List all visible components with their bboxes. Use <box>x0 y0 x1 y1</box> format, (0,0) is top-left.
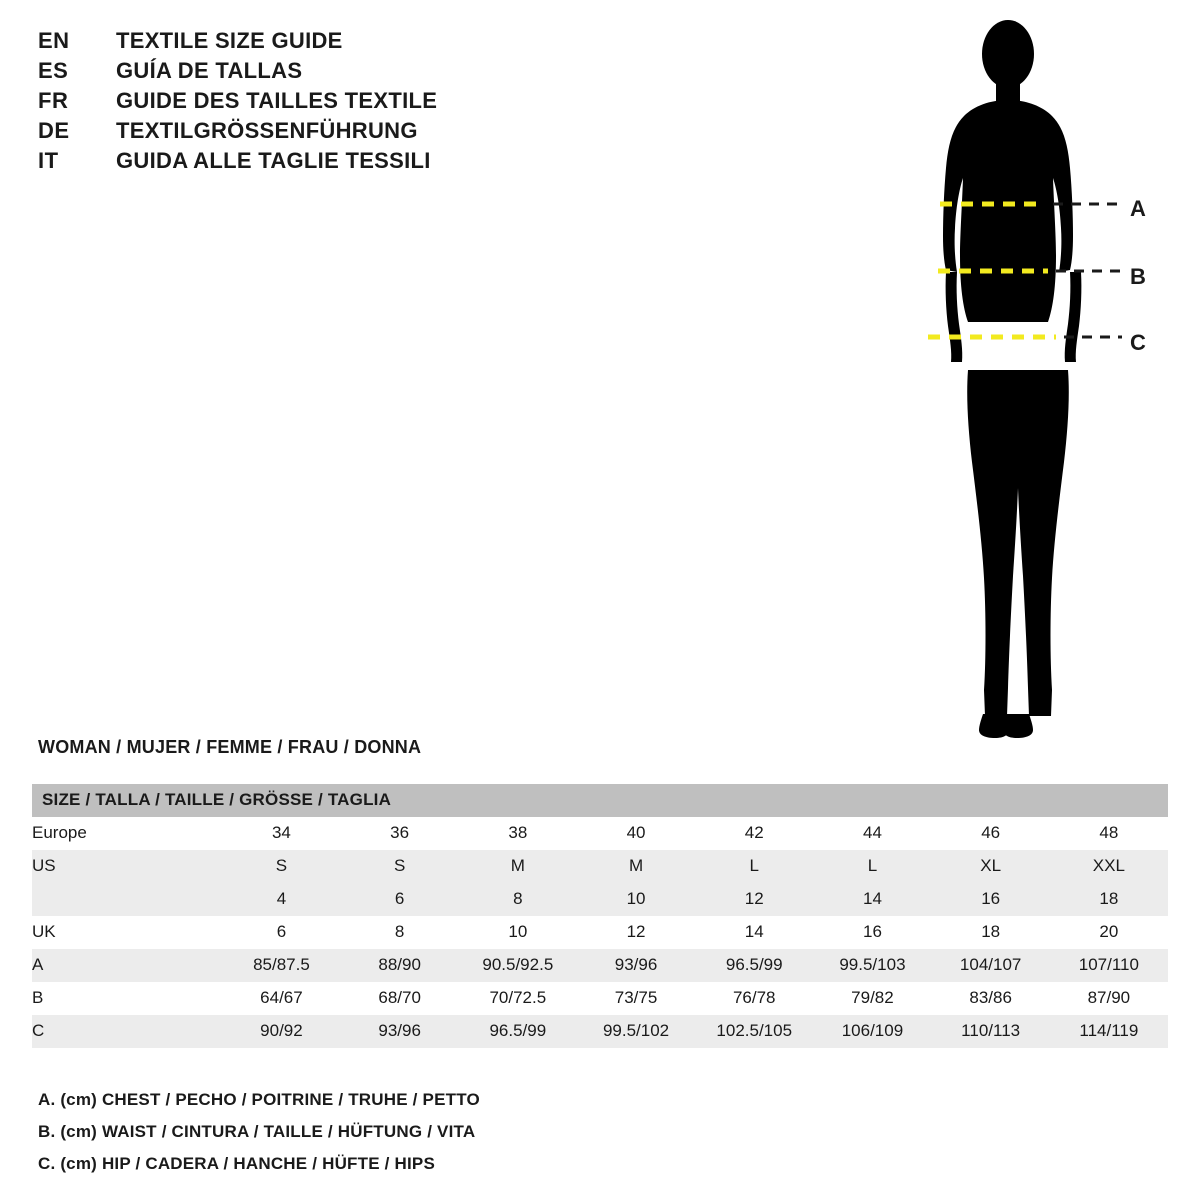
row-label: UK <box>32 916 222 949</box>
table-row <box>32 1015 1168 1048</box>
table-row <box>32 982 1168 1015</box>
cell: 90/92 <box>222 1015 340 1048</box>
row-label: B <box>32 982 222 1015</box>
measure-label-group <box>1118 14 1178 414</box>
title-row <box>38 88 437 114</box>
cell: 85/87.5 <box>222 949 340 982</box>
cell: 106/109 <box>813 1015 931 1048</box>
cell: 12 <box>695 883 813 916</box>
measure-label-a: A <box>1130 196 1146 221</box>
cell: 48 <box>1050 817 1168 850</box>
cell: 96.5/99 <box>695 949 813 982</box>
title-lang-code: FR <box>38 88 69 113</box>
cell: 102.5/105 <box>695 1015 813 1048</box>
title-lang-code: IT <box>38 148 59 173</box>
cell: 68/70 <box>341 982 459 1015</box>
cell: 107/110 <box>1050 949 1168 982</box>
cell: 8 <box>341 916 459 949</box>
cell: 104/107 <box>932 949 1050 982</box>
cell: 44 <box>813 817 931 850</box>
cell: 70/72.5 <box>459 982 577 1015</box>
cell: 73/75 <box>577 982 695 1015</box>
cell: 6 <box>222 916 340 949</box>
table-row <box>32 817 1168 850</box>
footnote-chest: A. (cm) CHEST / PECHO / POITRINE / TRUHE / PETTO <box>38 1090 480 1109</box>
cell: 10 <box>459 916 577 949</box>
table-row <box>32 883 1168 916</box>
title-lang-code: DE <box>38 118 70 143</box>
cell: 16 <box>813 916 931 949</box>
cell: S <box>341 850 459 883</box>
title-row <box>38 58 437 84</box>
size-table <box>32 784 1168 1048</box>
table-header-label: SIZE / TALLA / TAILLE / GRÖSSE / TAGLIA <box>32 784 1168 817</box>
cell: 99.5/102 <box>577 1015 695 1048</box>
measure-label-c: C <box>1130 330 1146 355</box>
cell: 18 <box>932 916 1050 949</box>
table-row <box>32 949 1168 982</box>
cell: 42 <box>695 817 813 850</box>
cell: 10 <box>577 883 695 916</box>
footnote-block <box>38 1090 480 1174</box>
cell: 99.5/103 <box>813 949 931 982</box>
cell: 88/90 <box>341 949 459 982</box>
cell: M <box>577 850 695 883</box>
title-text: GUIDE DES TAILLES TEXTILE <box>116 88 438 113</box>
title-lang-code: ES <box>38 58 69 83</box>
cell: 114/119 <box>1050 1015 1168 1048</box>
cell: 96.5/99 <box>459 1015 577 1048</box>
cell: L <box>695 850 813 883</box>
cell: 14 <box>695 916 813 949</box>
measure-label-b: B <box>1130 264 1146 289</box>
cell: 18 <box>1050 883 1168 916</box>
cell: L <box>813 850 931 883</box>
cell: 40 <box>577 817 695 850</box>
title-text: TEXTILGRÖSSENFÜHRUNG <box>116 118 418 143</box>
title-lang-code: EN <box>38 28 70 53</box>
section-heading-woman: WOMAN / MUJER / FEMME / FRAU / DONNA <box>38 737 422 757</box>
title-row <box>38 148 437 174</box>
cell: 36 <box>341 817 459 850</box>
cell: 16 <box>932 883 1050 916</box>
cell: 12 <box>577 916 695 949</box>
cell: 87/90 <box>1050 982 1168 1015</box>
cell: 8 <box>459 883 577 916</box>
cell: 64/67 <box>222 982 340 1015</box>
footnote-hip: C. (cm) HIP / CADERA / HANCHE / HÜFTE / HIPS <box>38 1154 436 1173</box>
cell: 93/96 <box>341 1015 459 1048</box>
row-label: Europe <box>32 817 222 850</box>
row-label: US <box>32 850 222 883</box>
row-label: A <box>32 949 222 982</box>
cell: 76/78 <box>695 982 813 1015</box>
cell: 34 <box>222 817 340 850</box>
cell: 110/113 <box>932 1015 1050 1048</box>
cell: M <box>459 850 577 883</box>
cell: 83/86 <box>932 982 1050 1015</box>
cell: 93/96 <box>577 949 695 982</box>
table-header-row <box>32 784 1168 817</box>
title-row <box>38 118 437 144</box>
title-text: TEXTILE SIZE GUIDE <box>116 28 343 53</box>
row-label <box>32 883 222 916</box>
cell: 79/82 <box>813 982 931 1015</box>
cell: 4 <box>222 883 340 916</box>
title-text: GUÍA DE TALLAS <box>116 58 303 83</box>
cell: XXL <box>1050 850 1168 883</box>
cell: 90.5/92.5 <box>459 949 577 982</box>
cell: XL <box>932 850 1050 883</box>
cell: 6 <box>341 883 459 916</box>
table-row <box>32 850 1168 883</box>
title-text: GUIDA ALLE TAGLIE TESSILI <box>116 148 431 173</box>
cell: 20 <box>1050 916 1168 949</box>
table-row <box>32 916 1168 949</box>
title-block <box>38 28 437 174</box>
silhouette-shape <box>943 20 1081 738</box>
cell: 14 <box>813 883 931 916</box>
footnote-waist: B. (cm) WAIST / CINTURA / TAILLE / HÜFTUNG / VITA <box>38 1122 476 1141</box>
cell: S <box>222 850 340 883</box>
title-row <box>38 28 437 54</box>
cell: 38 <box>459 817 577 850</box>
row-label: C <box>32 1015 222 1048</box>
cell: 46 <box>932 817 1050 850</box>
